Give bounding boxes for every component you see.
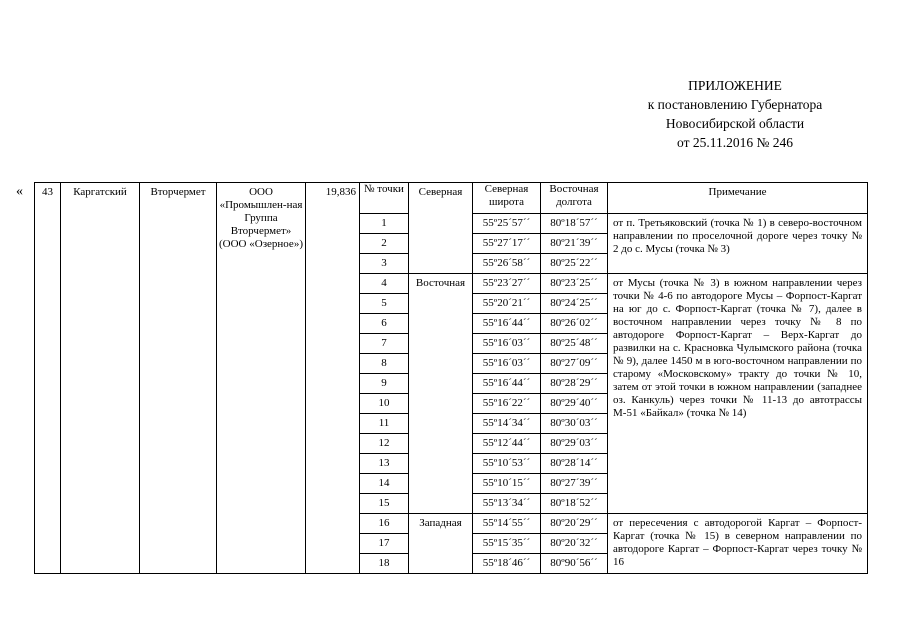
longitude-value: 80º20´32´´	[541, 534, 608, 554]
latitude-value: 55º10´15´´	[473, 474, 541, 494]
appendix-date: от 25.11.2016 № 246	[677, 135, 793, 150]
latitude-value: 55º23´27´´	[473, 274, 541, 294]
latitude-value: 55º25´57´´	[473, 214, 541, 234]
longitude-column-header: Восточная долгота	[541, 183, 608, 214]
point-number: 14	[360, 474, 409, 494]
latitude-column-header: Северная широта	[473, 183, 541, 214]
longitude-value: 80º20´29´´	[541, 514, 608, 534]
note-column-header: Примечание	[608, 183, 868, 214]
longitude-value: 80º28´14´´	[541, 454, 608, 474]
latitude-value: 55º14´34´´	[473, 414, 541, 434]
note-east: от Мусы (точка № 3) в южном направлении через точки № 4-6 по автодороге Мусы – Форпост-Каргат на юг до с. Форпост-Каргат (точка № 7), далее в восточном направлении через точку № 8 по автодороге Форпост-Каргат – Верх-Каргат до развилки на с. Красновка Чулымского района (точка № 9), далее 1450 м в юго-восточном направлении по старому «Московскому» тракту до точки № 10, затем от этой точки в южном направлении (западнее оз. Канкуль) через точки № 11-13 до автотрассы М-51 «Байкал» (точка № 14)	[608, 274, 868, 514]
point-number: 16	[360, 514, 409, 534]
latitude-value: 55º16´44´´	[473, 374, 541, 394]
latitude-value: 55º20´21´´	[473, 294, 541, 314]
latitude-value: 55º12´44´´	[473, 434, 541, 454]
latitude-value: 55º14´55´´	[473, 514, 541, 534]
longitude-value: 80º18´57´´	[541, 214, 608, 234]
longitude-value: 80º18´52´´	[541, 494, 608, 514]
longitude-value: 80º27´39´´	[541, 474, 608, 494]
point-number: 5	[360, 294, 409, 314]
hunting-area-table	[34, 182, 868, 574]
longitude-value: 80º23´25´´	[541, 274, 608, 294]
point-number: 3	[360, 254, 409, 274]
table-row	[35, 183, 868, 214]
longitude-value: 80º27´09´´	[541, 354, 608, 374]
latitude-value: 55º16´22´´	[473, 394, 541, 414]
note-north: от п. Третьяковский (точка № 1) в северо-восточном направлении по проселочной дороге через точку № 2 до с. Мусы (точка № 3)	[608, 214, 868, 274]
direction-west-cell: Западная	[409, 514, 473, 574]
point-column-header: № точки	[360, 183, 409, 214]
row-number: 43	[35, 183, 61, 574]
district-cell: Каргатский	[61, 183, 140, 574]
point-number: 17	[360, 534, 409, 554]
appendix-title: ПРИЛОЖЕНИЕ	[688, 78, 782, 93]
longitude-value: 80º29´40´´	[541, 394, 608, 414]
direction-east-cell: Восточная	[409, 274, 473, 514]
document-header	[600, 76, 870, 152]
longitude-value: 80º30´03´´	[541, 414, 608, 434]
longitude-value: 80º24´25´´	[541, 294, 608, 314]
latitude-value: 55º15´35´´	[473, 534, 541, 554]
area-name-cell: Вторчермет	[140, 183, 217, 574]
point-number: 12	[360, 434, 409, 454]
point-number: 6	[360, 314, 409, 334]
longitude-value: 80º25´48´´	[541, 334, 608, 354]
area-value-cell: 19,836	[306, 183, 360, 574]
opening-quote: «	[16, 184, 23, 199]
latitude-value: 55º18´46´´	[473, 554, 541, 574]
appendix-region: Новосибирской области	[665, 116, 805, 131]
latitude-value: 55º16´03´´	[473, 354, 541, 374]
point-number: 15	[360, 494, 409, 514]
longitude-value: 80º21´39´´	[541, 234, 608, 254]
longitude-value: 80º29´03´´	[541, 434, 608, 454]
appendix-subtitle: к постановлению Губернатора	[647, 97, 823, 112]
longitude-value: 80º25´22´´	[541, 254, 608, 274]
point-number: 11	[360, 414, 409, 434]
point-number: 13	[360, 454, 409, 474]
latitude-value: 55º13´34´´	[473, 494, 541, 514]
latitude-value: 55º27´17´´	[473, 234, 541, 254]
point-number: 2	[360, 234, 409, 254]
latitude-value: 55º26´58´´	[473, 254, 541, 274]
direction-north-cell: Северная	[409, 183, 473, 274]
latitude-value: 55º16´03´´	[473, 334, 541, 354]
longitude-value: 80º26´02´´	[541, 314, 608, 334]
latitude-value: 55º16´44´´	[473, 314, 541, 334]
point-number: 7	[360, 334, 409, 354]
point-number: 4	[360, 274, 409, 294]
longitude-value: 80º28´29´´	[541, 374, 608, 394]
note-west: от пересечения с автодорогой Каргат – Форпост-Каргат (точка № 15) в северном направлении по автодороге Каргат – Форпост-Каргат через точку № 16	[608, 514, 868, 574]
point-number: 9	[360, 374, 409, 394]
point-number: 18	[360, 554, 409, 574]
point-number: 1	[360, 214, 409, 234]
organization-cell: ООО «Промышлен-ная Группа Вторчермет» (ООО «Озерное»)	[217, 183, 306, 574]
point-number: 10	[360, 394, 409, 414]
latitude-value: 55º10´53´´	[473, 454, 541, 474]
point-number: 8	[360, 354, 409, 374]
longitude-value: 80º90´56´´	[541, 554, 608, 574]
